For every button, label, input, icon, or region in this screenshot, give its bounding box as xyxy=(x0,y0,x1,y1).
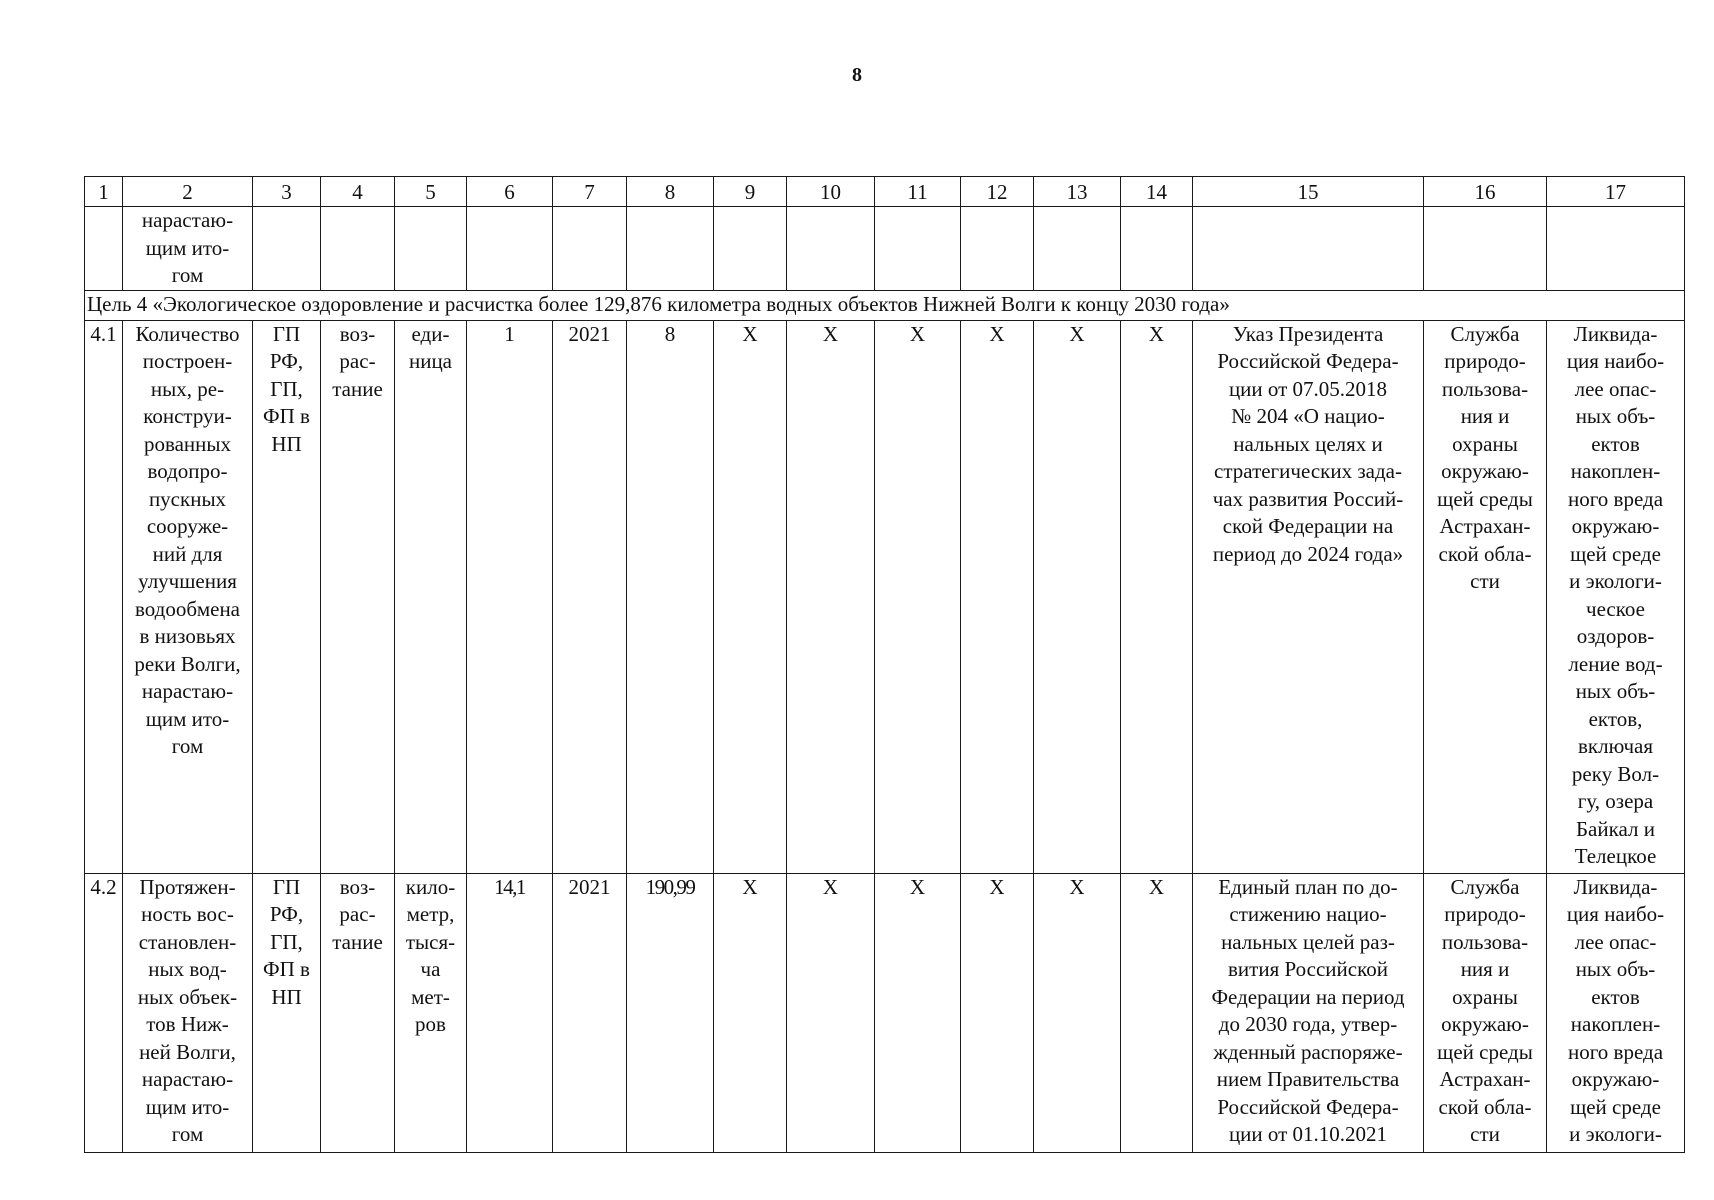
header-cell: 9 xyxy=(714,177,787,207)
table-cell xyxy=(1034,207,1121,291)
indicator-name-cell: Протяжен- ность вос- становлен- ных вод- ных объек- тов Ниж- ней Волги, нарастаю- щим ито- гом xyxy=(123,873,253,1152)
header-cell: 12 xyxy=(961,177,1034,207)
header-cell: 10 xyxy=(787,177,875,207)
row-number: 4.2 xyxy=(85,873,123,1152)
header-cell: 4 xyxy=(321,177,395,207)
value-cell: X xyxy=(1034,873,1121,1152)
project-cell: Ликвида- ция наибо- лее опас- ных объ- ектов накоплен- ного вреда окружаю- щей среде и экологи- xyxy=(1547,873,1685,1152)
base-year-cell: 2021 xyxy=(553,320,627,873)
indicators-table xyxy=(84,176,1685,1153)
responsible-cell: Служба природо- пользова- ния и охраны окружаю- щей среды Астрахан- ской обла- сти xyxy=(1424,320,1547,873)
header-cell: 6 xyxy=(467,177,553,207)
table-cell xyxy=(1193,207,1424,291)
unit-cell: еди- ница xyxy=(395,320,467,873)
header-cell: 1 xyxy=(85,177,123,207)
value-cell: 8 xyxy=(627,320,714,873)
table-cell xyxy=(627,207,714,291)
header-cell: 2 xyxy=(123,177,253,207)
header-cell: 5 xyxy=(395,177,467,207)
table-cell xyxy=(961,207,1034,291)
table-row xyxy=(85,873,1685,1152)
document-cell: Указ Президента Российской Федера- ции от 07.05.2018 № 204 «О нацио- нальных целях и стратегических зада- чах развития Россий- ской Федерации на период до 2024 года» xyxy=(1193,320,1424,873)
base-value-cell: 1 xyxy=(467,320,553,873)
trend-cell: воз- рас- тание xyxy=(321,873,395,1152)
table-cell xyxy=(253,207,321,291)
value-cell: X xyxy=(714,320,787,873)
project-cell: Ликвида- ция наибо- лее опас- ных объ- ектов накоплен- ного вреда окружаю- щей среде и экологи- ческое оздоров- ление вод- ных объ- ектов, включая реку Вол- гу, озера Байкал и Телецкое xyxy=(1547,320,1685,873)
header-cell: 14 xyxy=(1121,177,1193,207)
value-cell: X xyxy=(787,320,875,873)
indicator-name-cell: Количество пострoен- ных, ре- конструи- рованных водопро- пускных сооруже- ний для улучшения водообмена в низовьях реки Волги, нарастаю- щим ито- гом xyxy=(123,320,253,873)
unit-cell: кило- метр, тыся- ча мет- ров xyxy=(395,873,467,1152)
table-cell xyxy=(553,207,627,291)
value-cell: 190,99 xyxy=(627,873,714,1152)
header-cell: 15 xyxy=(1193,177,1424,207)
header-cell: 3 xyxy=(253,177,321,207)
header-row xyxy=(85,177,1685,207)
value-cell: X xyxy=(787,873,875,1152)
table-cell xyxy=(1121,207,1193,291)
header-cell: 7 xyxy=(553,177,627,207)
value-cell: X xyxy=(1034,320,1121,873)
goal-heading: Цель 4 «Экологическое оздоровление и расчистка более 129,876 километра водных объектов Нижней Волги к концу 2030 года» xyxy=(85,290,1685,320)
value-cell: X xyxy=(875,873,961,1152)
table-cell xyxy=(1547,207,1685,291)
table-cell xyxy=(714,207,787,291)
goal-row xyxy=(85,290,1685,320)
header-cell: 16 xyxy=(1424,177,1547,207)
base-year-cell: 2021 xyxy=(553,873,627,1152)
trend-cell: воз- рас- тание xyxy=(321,320,395,873)
header-cell: 17 xyxy=(1547,177,1685,207)
table-row xyxy=(85,320,1685,873)
header-cell: 8 xyxy=(627,177,714,207)
responsible-cell: Служба природо- пользова- ния и охраны окружаю- щей среды Астрахан- ской обла- сти xyxy=(1424,873,1547,1152)
table-cell xyxy=(85,207,123,291)
value-cell: X xyxy=(961,873,1034,1152)
header-cell: 13 xyxy=(1034,177,1121,207)
header-cell: 11 xyxy=(875,177,961,207)
value-cell: X xyxy=(961,320,1034,873)
page-number: 8 xyxy=(852,64,862,86)
table-row xyxy=(85,207,1685,291)
base-value-cell: 14,1 xyxy=(467,873,553,1152)
table-cell xyxy=(1424,207,1547,291)
table-cell xyxy=(321,207,395,291)
value-cell: X xyxy=(1121,320,1193,873)
row-number: 4.1 xyxy=(85,320,123,873)
document-cell: Единый план по до- стижению нацио- нальных целей раз- вития Российской Федерации на период до 2030 года, утвер- жденный распоряже- нием Правительства Российской Федера- ции от 01.10.2021 xyxy=(1193,873,1424,1152)
indicator-name-cell: нарастаю- щим ито- гом xyxy=(123,207,253,291)
value-cell: X xyxy=(1121,873,1193,1152)
table-cell xyxy=(467,207,553,291)
level-cell: ГП РФ, ГП, ФП в НП xyxy=(253,873,321,1152)
table-cell xyxy=(787,207,875,291)
table-cell xyxy=(395,207,467,291)
value-cell: X xyxy=(714,873,787,1152)
level-cell: ГП РФ, ГП, ФП в НП xyxy=(253,320,321,873)
value-cell: X xyxy=(875,320,961,873)
table-cell xyxy=(875,207,961,291)
